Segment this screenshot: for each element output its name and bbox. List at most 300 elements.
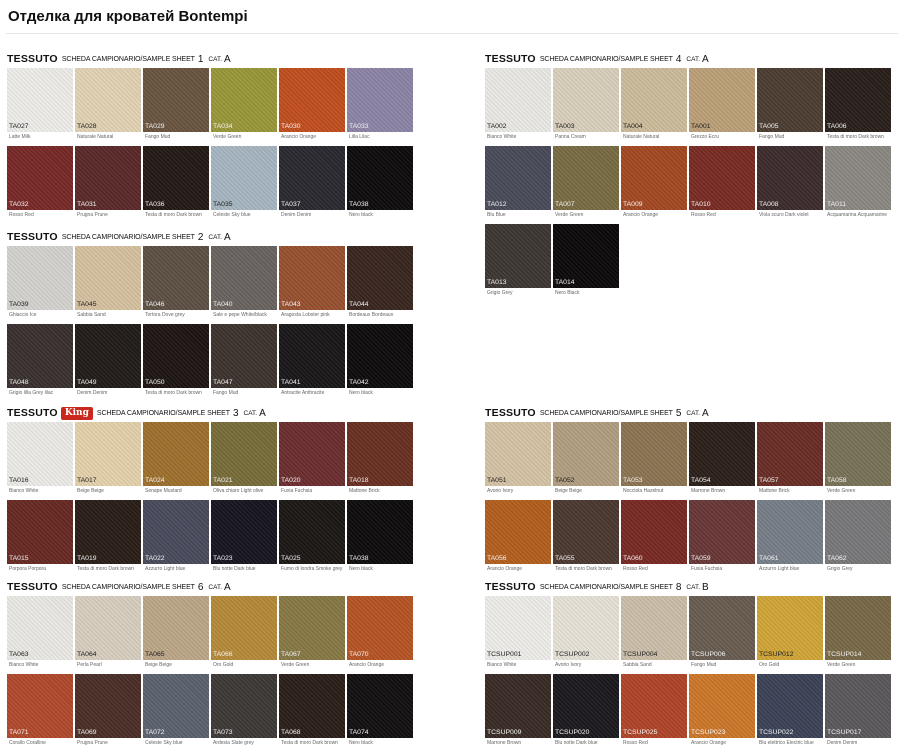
sheet-caption: SCHEDA CAMPIONARIO/SAMPLE SHEET <box>539 583 673 591</box>
swatch-tile[interactable] <box>211 246 277 310</box>
swatch-name: Nocciola Hazelnut <box>623 488 664 494</box>
swatch-tile[interactable] <box>279 324 345 388</box>
swatch-code: TA016 <box>9 477 29 484</box>
fabric-swatch[interactable] <box>279 422 345 498</box>
fabric-swatch[interactable] <box>485 68 551 144</box>
sheet-header <box>485 52 895 66</box>
swatch-tile[interactable] <box>279 422 345 486</box>
sheet-caption: SCHEDA CAMPIONARIO/SAMPLE SHEET <box>61 55 195 63</box>
swatch-name: Bianco White <box>9 488 39 494</box>
fabric-swatch[interactable] <box>143 596 209 672</box>
sheet-number: 8 <box>675 581 682 593</box>
swatch-tile[interactable] <box>143 674 209 738</box>
swatch-code: TA048 <box>9 379 29 386</box>
sheet-number: 1 <box>197 53 204 65</box>
swatch-tile[interactable] <box>485 68 551 132</box>
swatch-tile[interactable] <box>757 596 823 660</box>
swatch-tile[interactable] <box>757 674 823 738</box>
swatch-tile[interactable] <box>143 596 209 660</box>
fabric-swatch[interactable] <box>689 500 755 576</box>
swatch-tile[interactable] <box>689 146 755 210</box>
swatch-tile[interactable] <box>347 246 413 310</box>
swatch-name: Nero black <box>349 740 373 746</box>
swatch-code: TA012 <box>487 201 507 208</box>
swatch-code: TA049 <box>77 379 97 386</box>
fabric-swatch[interactable] <box>621 146 687 222</box>
fabric-swatch[interactable] <box>75 422 141 498</box>
fabric-swatch[interactable] <box>279 596 345 672</box>
fabric-swatch[interactable] <box>143 68 209 144</box>
swatch-tile[interactable] <box>75 422 141 486</box>
fabric-swatch[interactable] <box>485 146 551 222</box>
swatch-name: Naturale Natural <box>623 134 660 140</box>
swatch-tile[interactable] <box>7 146 73 210</box>
swatch-name: Aragosta Lobster pink <box>281 312 330 318</box>
swatch-code: TA024 <box>145 477 165 484</box>
swatch-tile[interactable] <box>757 500 823 564</box>
swatch-code: TA054 <box>691 477 711 484</box>
swatch-tile[interactable] <box>211 674 277 738</box>
fabric-swatch[interactable] <box>143 246 209 322</box>
category-value: A <box>224 581 231 593</box>
fabric-swatch[interactable] <box>7 146 73 222</box>
tessuto-label: TESSUTO <box>485 53 536 65</box>
sample-sheet-8 <box>485 580 895 750</box>
fabric-swatch[interactable] <box>75 596 141 672</box>
swatch-name: Fumo di londra Smoke grey <box>281 566 343 572</box>
swatch-name: Bordeaux Bordeaux <box>349 312 394 318</box>
swatch-code: TA073 <box>213 729 233 736</box>
swatch-code: TA067 <box>281 651 301 658</box>
sheet-number: 4 <box>675 53 682 65</box>
sheet-number: 3 <box>232 407 239 419</box>
swatch-tile[interactable] <box>75 500 141 564</box>
swatch-code: TA011 <box>827 201 847 208</box>
swatch-name: Marrone Brown <box>691 488 726 494</box>
fabric-swatch[interactable] <box>553 500 619 576</box>
fabric-swatch[interactable] <box>825 674 891 750</box>
swatch-tile[interactable] <box>621 596 687 660</box>
swatch-tile[interactable] <box>7 500 73 564</box>
swatch-name: Blu notte Dark blue <box>213 566 256 572</box>
fabric-swatch[interactable] <box>211 324 277 400</box>
fabric-swatch[interactable] <box>7 500 73 576</box>
swatch-tile[interactable] <box>143 68 209 132</box>
swatch-tile[interactable] <box>689 68 755 132</box>
swatch-tile[interactable] <box>757 422 823 486</box>
swatch-tile[interactable] <box>75 68 141 132</box>
swatch-tile[interactable] <box>347 674 413 738</box>
fabric-swatch[interactable] <box>75 674 141 750</box>
swatch-code: TA042 <box>349 379 369 386</box>
fabric-swatch[interactable] <box>347 246 413 322</box>
sheet-header <box>7 230 417 244</box>
category-value: B <box>702 581 709 593</box>
fabric-swatch[interactable] <box>7 596 73 672</box>
swatch-tile[interactable] <box>757 68 823 132</box>
category-label: CAT. <box>686 583 701 591</box>
fabric-swatch[interactable] <box>347 422 413 498</box>
swatch-tile[interactable] <box>279 596 345 660</box>
swatch-tile[interactable] <box>553 224 619 288</box>
swatch-tile[interactable] <box>485 422 551 486</box>
swatch-name: Bianco White <box>9 662 39 668</box>
swatch-name: Arancio Orange <box>691 740 727 746</box>
fabric-swatch[interactable] <box>211 146 277 222</box>
swatch-name: Arancio Orange <box>487 566 523 572</box>
swatch-tile[interactable] <box>279 146 345 210</box>
swatch-tile[interactable] <box>75 596 141 660</box>
fabric-swatch[interactable] <box>553 68 619 144</box>
swatch-tile[interactable] <box>553 146 619 210</box>
swatch-tile[interactable] <box>553 500 619 564</box>
sample-sheet-1 <box>7 52 417 222</box>
swatch-code: TA008 <box>759 201 779 208</box>
fabric-swatch[interactable] <box>757 422 823 498</box>
swatch-code: TA068 <box>281 729 301 736</box>
sample-sheet-6 <box>7 580 417 750</box>
swatch-code: TCSUP022 <box>759 729 794 736</box>
swatch-code: TCSUP014 <box>827 651 862 658</box>
fabric-swatch[interactable] <box>347 596 413 672</box>
swatch-tile[interactable] <box>143 324 209 388</box>
fabric-swatch[interactable] <box>75 500 141 576</box>
fabric-swatch[interactable] <box>825 146 891 222</box>
swatch-name: Sabbia Sand <box>77 312 106 318</box>
fabric-swatch[interactable] <box>689 68 755 144</box>
swatch-tile[interactable] <box>347 596 413 660</box>
sheet-number: 5 <box>675 407 682 419</box>
swatch-tile[interactable] <box>7 674 73 738</box>
swatch-tile[interactable] <box>279 674 345 738</box>
fabric-swatch[interactable] <box>553 146 619 222</box>
swatch-code: TA030 <box>281 123 301 130</box>
swatch-tile[interactable] <box>553 674 619 738</box>
swatch-code: TA020 <box>281 477 301 484</box>
swatch-name: Grezzo Ecru <box>691 134 719 140</box>
swatch-name: Fango Mud <box>759 134 785 140</box>
fabric-swatch[interactable] <box>7 422 73 498</box>
swatch-tile[interactable] <box>279 500 345 564</box>
fabric-swatch[interactable] <box>211 596 277 672</box>
swatch-name: Verde Green <box>827 662 856 668</box>
swatch-tile[interactable] <box>621 422 687 486</box>
fabric-swatch[interactable] <box>485 674 551 750</box>
category-value: A <box>259 407 266 419</box>
sheet-header <box>7 406 417 420</box>
swatch-code: TA059 <box>691 555 711 562</box>
swatch-tile[interactable] <box>485 500 551 564</box>
swatch-tile[interactable] <box>75 246 141 310</box>
swatch-tile[interactable] <box>485 224 551 288</box>
fabric-swatch[interactable] <box>757 68 823 144</box>
fabric-swatch[interactable] <box>825 596 891 672</box>
swatch-tile[interactable] <box>825 500 891 564</box>
swatch-code: TA041 <box>281 379 301 386</box>
swatch-tile[interactable] <box>279 246 345 310</box>
fabric-swatch[interactable] <box>825 500 891 576</box>
fabric-swatch[interactable] <box>7 674 73 750</box>
fabric-swatch[interactable] <box>757 674 823 750</box>
category-label: CAT. <box>208 583 223 591</box>
swatch-tile[interactable] <box>485 596 551 660</box>
swatch-name: Blu notte Dark blue <box>555 740 598 746</box>
swatch-name: Tortora Dove grey <box>145 312 185 318</box>
swatch-code: TA058 <box>827 477 847 484</box>
fabric-swatch[interactable] <box>211 422 277 498</box>
swatch-tile[interactable] <box>7 246 73 310</box>
swatch-tile[interactable] <box>211 422 277 486</box>
swatch-tile[interactable] <box>347 324 413 388</box>
fabric-swatch[interactable] <box>75 146 141 222</box>
swatch-name: Nero black <box>349 212 373 218</box>
swatch-tile[interactable] <box>143 146 209 210</box>
category-value: A <box>224 231 231 243</box>
swatch-name: Prugna Prune <box>77 212 108 218</box>
swatch-code: TA032 <box>9 201 29 208</box>
fabric-swatch[interactable] <box>485 596 551 672</box>
fabric-swatch[interactable] <box>689 674 755 750</box>
swatch-code: TA052 <box>555 477 575 484</box>
fabric-swatch[interactable] <box>7 68 73 144</box>
swatch-code: TA031 <box>77 201 97 208</box>
swatch-tile[interactable] <box>75 324 141 388</box>
swatch-name: Nero black <box>349 566 373 572</box>
swatch-tile[interactable] <box>825 422 891 486</box>
swatch-code: TA022 <box>145 555 165 562</box>
fabric-swatch[interactable] <box>347 146 413 222</box>
swatch-tile[interactable] <box>75 674 141 738</box>
swatch-name: Azzurro Light blue <box>759 566 800 572</box>
swatch-tile[interactable] <box>621 674 687 738</box>
swatch-code: TA003 <box>555 123 575 130</box>
fabric-swatch[interactable] <box>553 674 619 750</box>
swatch-tile[interactable] <box>7 596 73 660</box>
swatch-code: TA056 <box>487 555 507 562</box>
swatch-code: TA065 <box>145 651 165 658</box>
swatch-code: TCSUP009 <box>487 729 522 736</box>
fabric-swatch[interactable] <box>689 596 755 672</box>
swatch-name: Beige Beige <box>77 488 104 494</box>
swatch-code: TA037 <box>281 201 301 208</box>
swatch-code: TA027 <box>9 123 29 130</box>
fabric-swatch[interactable] <box>757 146 823 222</box>
fabric-swatch[interactable] <box>7 246 73 322</box>
swatch-code: TA029 <box>145 123 165 130</box>
fabric-swatch[interactable] <box>211 674 277 750</box>
swatch-tile[interactable] <box>689 674 755 738</box>
swatch-name: Sale e pepe White/black <box>213 312 267 318</box>
swatch-tile[interactable] <box>553 422 619 486</box>
swatch-name: Celeste Sky blue <box>213 212 251 218</box>
fabric-swatch[interactable] <box>621 68 687 144</box>
swatch-code: TA025 <box>281 555 301 562</box>
swatch-name: Verde Green <box>281 662 310 668</box>
swatch-tile[interactable] <box>825 674 891 738</box>
fabric-swatch[interactable] <box>553 596 619 672</box>
swatch-code: TCSUP020 <box>555 729 590 736</box>
swatch-tile[interactable] <box>825 68 891 132</box>
swatch-grid <box>485 596 895 750</box>
swatch-tile[interactable] <box>143 500 209 564</box>
swatch-tile[interactable] <box>689 596 755 660</box>
fabric-swatch[interactable] <box>689 422 755 498</box>
swatch-name: Denim Denim <box>281 212 312 218</box>
swatch-code: TA060 <box>623 555 643 562</box>
swatch-tile[interactable] <box>211 324 277 388</box>
swatch-code: TA069 <box>77 729 97 736</box>
fabric-swatch[interactable] <box>143 146 209 222</box>
swatch-tile[interactable] <box>279 68 345 132</box>
fabric-swatch[interactable] <box>143 324 209 400</box>
swatch-tile[interactable] <box>211 146 277 210</box>
swatch-tile[interactable] <box>75 146 141 210</box>
swatch-tile[interactable] <box>485 146 551 210</box>
swatch-tile[interactable] <box>621 500 687 564</box>
fabric-swatch[interactable] <box>143 500 209 576</box>
swatch-code: TA009 <box>623 201 643 208</box>
swatch-tile[interactable] <box>7 324 73 388</box>
swatch-tile[interactable] <box>553 68 619 132</box>
sheet-header <box>485 406 895 420</box>
swatch-name: Grigio Grey <box>487 290 513 296</box>
fabric-swatch[interactable] <box>75 246 141 322</box>
swatch-name: Mattone Brick <box>759 488 790 494</box>
swatch-name: Grigio Grey <box>827 566 853 572</box>
swatch-name: Testa di moro Dark brown <box>555 566 612 572</box>
swatch-code: TA007 <box>555 201 575 208</box>
swatch-tile[interactable] <box>143 422 209 486</box>
fabric-swatch[interactable] <box>279 674 345 750</box>
sheet-header <box>7 580 417 594</box>
fabric-swatch[interactable] <box>279 246 345 322</box>
category-label: CAT. <box>686 55 701 63</box>
swatch-code: TA010 <box>691 201 711 208</box>
swatch-code: TA053 <box>623 477 643 484</box>
sheet-caption: SCHEDA CAMPIONARIO/SAMPLE SHEET <box>539 55 673 63</box>
tessuto-label: TESSUTO <box>7 53 58 65</box>
swatch-code: TA036 <box>145 201 165 208</box>
swatch-tile[interactable] <box>689 422 755 486</box>
swatch-code: TA028 <box>77 123 97 130</box>
swatch-code: TA035 <box>213 201 233 208</box>
swatch-tile[interactable] <box>553 596 619 660</box>
swatch-code: TA062 <box>827 555 847 562</box>
fabric-swatch[interactable] <box>279 500 345 576</box>
category-value: A <box>702 53 709 65</box>
swatch-grid <box>7 68 417 222</box>
fabric-swatch[interactable] <box>143 422 209 498</box>
swatch-name: Perla Pearl <box>77 662 102 668</box>
fabric-swatch[interactable] <box>279 68 345 144</box>
swatch-tile[interactable] <box>211 500 277 564</box>
sheet-number: 2 <box>197 231 204 243</box>
fabric-swatch[interactable] <box>347 68 413 144</box>
fabric-swatch[interactable] <box>485 500 551 576</box>
fabric-swatch[interactable] <box>211 68 277 144</box>
swatch-tile[interactable] <box>347 500 413 564</box>
swatch-code: TA019 <box>77 555 97 562</box>
swatch-code: TCSUP002 <box>555 651 590 658</box>
fabric-swatch[interactable] <box>485 422 551 498</box>
swatch-tile[interactable] <box>211 596 277 660</box>
sample-sheet-2 <box>7 230 417 400</box>
swatch-tile[interactable] <box>347 68 413 132</box>
fabric-swatch[interactable] <box>553 422 619 498</box>
fabric-swatch[interactable] <box>7 324 73 400</box>
swatch-tile[interactable] <box>7 422 73 486</box>
swatch-name: Avorio Ivory <box>555 662 582 668</box>
swatch-tile[interactable] <box>347 422 413 486</box>
fabric-swatch[interactable] <box>211 246 277 322</box>
swatch-tile[interactable] <box>485 674 551 738</box>
swatch-tile[interactable] <box>211 68 277 132</box>
swatch-tile[interactable] <box>825 146 891 210</box>
fabric-swatch[interactable] <box>347 500 413 576</box>
swatch-grid <box>485 422 895 576</box>
fabric-swatch[interactable] <box>279 146 345 222</box>
fabric-swatch[interactable] <box>485 224 551 300</box>
swatch-name: Marrone Brown <box>487 740 522 746</box>
swatch-tile[interactable] <box>825 596 891 660</box>
fabric-swatch[interactable] <box>621 422 687 498</box>
swatch-code: TA002 <box>487 123 507 130</box>
fabric-swatch[interactable] <box>75 324 141 400</box>
fabric-swatch[interactable] <box>757 500 823 576</box>
fabric-swatch[interactable] <box>553 224 619 300</box>
swatch-code: TCSUP006 <box>691 651 726 658</box>
swatch-code: TCSUP001 <box>487 651 522 658</box>
fabric-swatch[interactable] <box>621 500 687 576</box>
swatch-code: TCSUP023 <box>691 729 726 736</box>
swatch-tile[interactable] <box>7 68 73 132</box>
fabric-swatch[interactable] <box>825 68 891 144</box>
swatch-tile[interactable] <box>143 246 209 310</box>
fabric-swatch[interactable] <box>757 596 823 672</box>
swatch-name: Acquamarina Acquamarine <box>827 212 888 218</box>
fabric-swatch[interactable] <box>621 596 687 672</box>
fabric-swatch[interactable] <box>211 500 277 576</box>
swatch-code: TA005 <box>759 123 779 130</box>
swatch-tile[interactable] <box>621 146 687 210</box>
category-label: CAT. <box>208 55 223 63</box>
category-value: A <box>702 407 709 419</box>
swatch-name: Celeste Sky blue <box>145 740 183 746</box>
swatch-name: Fango Mud <box>145 134 171 140</box>
swatch-name: Oliva chiaro Light olive <box>213 488 264 494</box>
fabric-swatch[interactable] <box>825 422 891 498</box>
swatch-tile[interactable] <box>757 146 823 210</box>
swatch-name: Fango Mud <box>691 662 717 668</box>
swatch-tile[interactable] <box>347 146 413 210</box>
swatch-code: TA046 <box>145 301 165 308</box>
fabric-swatch[interactable] <box>347 674 413 750</box>
swatch-name: Blu Blue <box>487 212 506 218</box>
fabric-swatch[interactable] <box>347 324 413 400</box>
swatch-grid <box>7 422 417 576</box>
swatch-name: Oro Gold <box>213 662 234 668</box>
category-label: CAT. <box>208 233 223 241</box>
swatch-tile[interactable] <box>621 68 687 132</box>
swatch-code: TA021 <box>213 477 233 484</box>
fabric-swatch[interactable] <box>75 68 141 144</box>
fabric-swatch[interactable] <box>621 674 687 750</box>
swatch-name: Verde Green <box>555 212 584 218</box>
fabric-swatch[interactable] <box>689 146 755 222</box>
fabric-swatch[interactable] <box>143 674 209 750</box>
swatch-tile[interactable] <box>689 500 755 564</box>
fabric-swatch[interactable] <box>279 324 345 400</box>
